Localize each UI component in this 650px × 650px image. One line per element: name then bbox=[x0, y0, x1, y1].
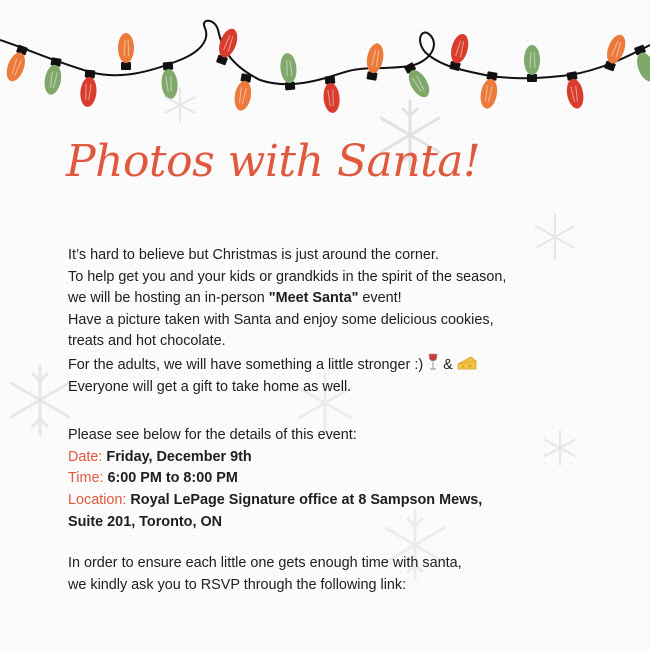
gift-line: Everyone will get a gift to take home as well. bbox=[68, 378, 352, 395]
time-value: 6:00 PM to 8:00 PM bbox=[107, 470, 238, 487]
event-suffix: event! bbox=[362, 290, 402, 307]
adults-line bbox=[68, 353, 608, 377]
intro-line bbox=[68, 288, 608, 310]
location-row-continued bbox=[68, 512, 608, 534]
location-value-continued: Suite 201, Toronto, ON bbox=[68, 513, 223, 530]
cheese-icon bbox=[457, 355, 477, 371]
details-intro: Please see below for the details of this event: bbox=[68, 427, 357, 444]
rsvp-line: we kindly ask you to RSVP through the following link: bbox=[68, 576, 407, 593]
time-row bbox=[68, 468, 608, 490]
date-row bbox=[68, 447, 608, 469]
meet-santa-text: "Meet Santa" bbox=[268, 290, 359, 307]
location-row bbox=[68, 490, 608, 512]
adults-line-text: For the adults, we will have something a little stronger :) bbox=[68, 356, 424, 373]
ampersand: & bbox=[443, 356, 453, 373]
intro-line-text: we will be hosting an in-person bbox=[68, 290, 265, 307]
picture-line: Have a picture taken with Santa and enjoy some delicious cookies, bbox=[68, 311, 494, 328]
rsvp-line: In order to ensure each little one gets enough time with santa, bbox=[68, 555, 462, 572]
wine-glass-icon bbox=[427, 353, 439, 371]
string-lights-icon bbox=[0, 0, 650, 135]
invitation-body bbox=[68, 245, 608, 596]
page-title: Photos with Santa! bbox=[66, 136, 481, 187]
location-value: Royal LePage Signature office at 8 Sampson Mews, bbox=[130, 491, 483, 508]
date-label: Date: bbox=[68, 448, 103, 465]
date-value: Friday, December 9th bbox=[106, 448, 252, 465]
intro-line: It’s hard to believe but Christmas is just around the corner. bbox=[68, 247, 439, 263]
intro-line: To help get you and your kids or grandkids in the spirit of the season, bbox=[68, 268, 507, 285]
time-label: Time: bbox=[68, 470, 104, 487]
snowflake-icon bbox=[160, 85, 200, 125]
location-label: Location: bbox=[68, 491, 127, 508]
picture-line: treats and hot chocolate. bbox=[68, 333, 226, 350]
